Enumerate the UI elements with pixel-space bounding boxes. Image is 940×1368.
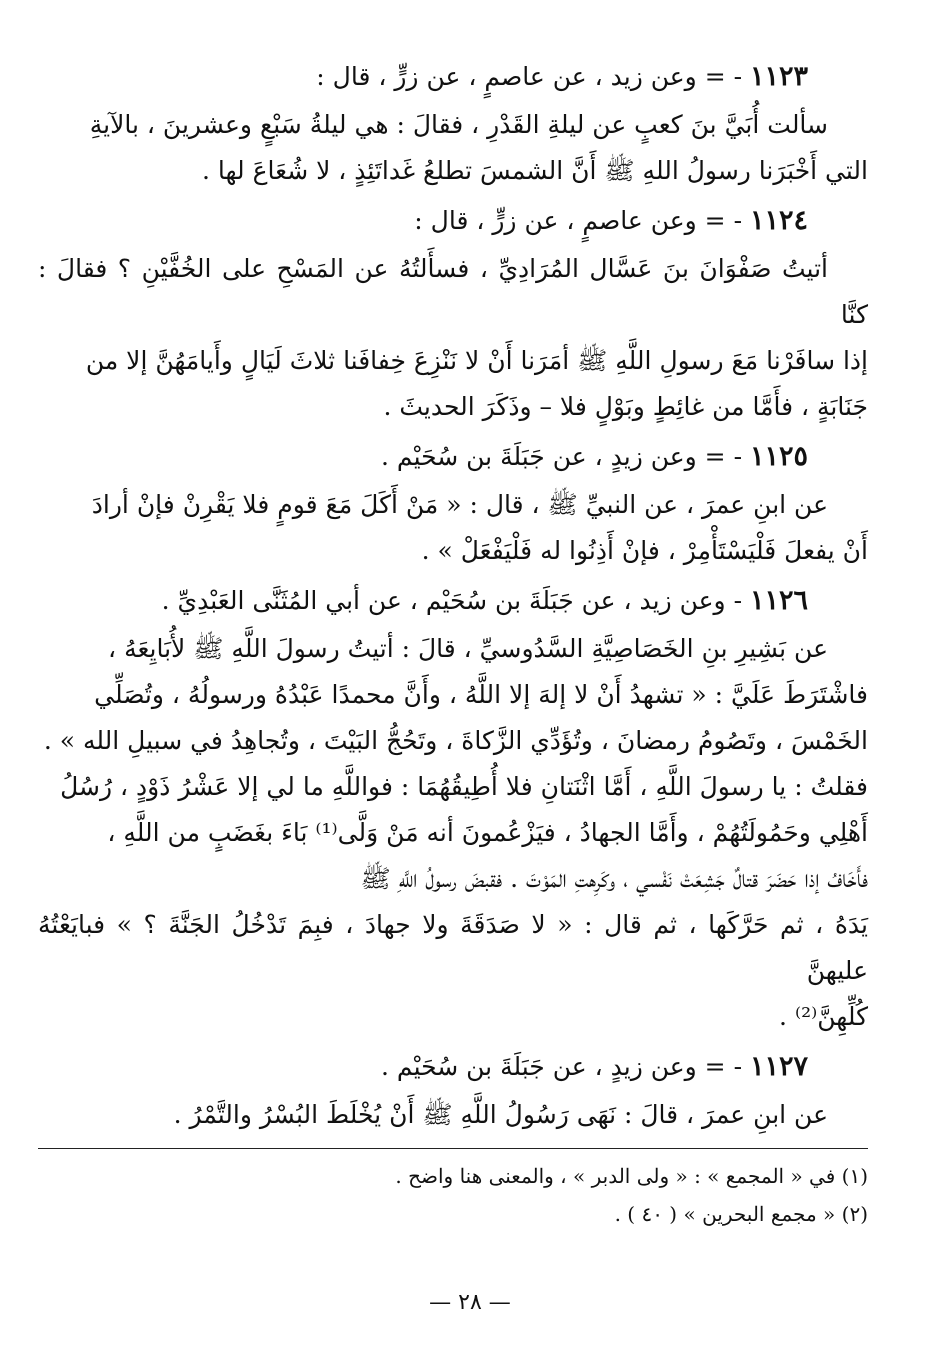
hadith-number: ١١٢٧ — [749, 1051, 808, 1082]
text-line: فأَخَافُ إذا حَضَرَ قتالٌ جَشِعَتْ نَفْسي ، وكَرِهتِ المَوْتَ . فقبضَ رسولُ اللَّهِ ﷺ — [360, 864, 868, 893]
hadith-heading — [38, 198, 868, 244]
text-line: أتيتُ صَفْوَانَ بنَ عَسَّال المُرَادِيِّ ، فسأَلتُهُ عن المَسْحِ على الخُفَّيْنِ ؟ فقالَ : كنَّا — [38, 254, 868, 329]
text-line: التي أَخْبَرَنا رسولُ اللهِ ﷺ أَنَّ الشمسَ تطلعُ غَداتَئِذٍ ، لا شُعَاعَ لها . — [202, 156, 868, 185]
text-line: فقلتُ : يا رسولَ اللَّهِ ، أَمَّا اثْنَتانِ فلا أُطِيقُهُمَا : فواللَّهِ ما لي إلا عَشْرُ ذَوْدٍ ، رُسُلُ — [60, 772, 868, 801]
hadith-1124 — [38, 198, 868, 430]
hadith-isnad: - = وعن زيدٍ ، عن جَبَلَةَ بن سُحَيْم . — [381, 1052, 743, 1081]
text-line: أَنْ يفعلَ فَلْيَسْتَأْمِرْ ، فإنْ أَذِنُوا له فَلْيَفْعَلْ » . — [421, 536, 868, 565]
hadith-text — [38, 626, 868, 1040]
hadith-heading — [38, 434, 868, 480]
footnote-1: (١) في « المجمع » : « ولى الدبر » ، والمعنى هنا واضح . — [395, 1164, 868, 1188]
hadith-1125 — [38, 434, 868, 574]
hadith-number: ١١٢٣ — [749, 61, 808, 92]
hadith-number: ١١٢٦ — [749, 585, 808, 616]
footnote-2: (٢) « مجمع البحرين » ( ٤٠ ) . — [614, 1202, 868, 1226]
text-line: سألت أُبَيَّ بنَ كعبٍ عن ليلةِ القَدْرِ ، فقالَ : هي ليلةُ سَبْعٍ وعشرينَ ، بالآيةِ — [89, 110, 828, 139]
hadith-1126 — [38, 578, 868, 1040]
hadith-isnad: - = وعن زيد ، عن عاصمٍ ، عن زرٍّ ، قال : — [316, 62, 743, 91]
text-line: عن ابنِ عمرَ ، قالَ : نَهَى رَسُولُ اللَّهِ ﷺ أَنْ يُخْلَطَ البُسْرُ والتَّمْرُ . — [173, 1100, 828, 1129]
hadith-text — [38, 1092, 868, 1138]
text-line: عن ابنِ عمرَ ، عن النبيِّ ﷺ ، قال : « مَنْ أَكَلَ مَعَ قومٍ فلا يَقْرِنْ فإنْ أرادَ — [91, 490, 828, 519]
page-number: — ٢٨ — — [429, 1290, 511, 1315]
text-line: إذا سافَرْنا مَعَ رسولِ اللَّهِ ﷺ أمَرَنا أَنْ لا نَنْزِعَ خِفافَنا ثلاثَ لَيَالٍ وأَيامَهُنَّ إلا من — [85, 346, 868, 375]
hadith-text — [38, 482, 868, 574]
hadith-isnad: - وعن زيد ، عن جَبَلَةَ بن سُحَيْم ، عن أبي المُثَنَّى العَبْدِيِّ . — [161, 586, 743, 615]
hadith-number: ١١٢٤ — [749, 205, 808, 236]
text-line: يَدَهُ ، ثم حَرَّكَها ، ثم قال : « لا صَدَقَةَ ولا جهادَ ، فبِمَ تَدْخُلُ الجَنَّةَ ؟ » فبايَعْتُهُ عليهنَّ — [38, 910, 868, 985]
text-line: كُلِّهِنَّ⁽²⁾ . — [779, 1002, 868, 1031]
hadith-isnad: - = وعن زيدٍ ، عن جَبَلَةَ بن سُحَيْم . — [381, 442, 743, 471]
hadith-isnad: - = وعن عاصمٍ ، عن زرٍّ ، قال : — [414, 206, 743, 235]
hadith-heading — [38, 578, 868, 624]
text-line: الخَمْسَ ، وتَصُومُ رمضانَ ، وتُؤَدِّي الزَّكاةَ ، وتَحُجُّ البَيْتَ ، وتُجاهِدُ في سبيلِ الله » . — [43, 726, 868, 755]
hadith-text — [38, 246, 868, 430]
hadith-1123 — [38, 54, 868, 194]
text-line: أَهْلِي وحَمُولَتُهُمْ ، وأَمَّا الجهادُ ، فيَزْعُمونَ أنه مَنْ وَلَّى⁽¹⁾ بَاءَ بغَضَبٍ من اللَّهِ ، — [107, 818, 868, 847]
hadith-heading — [38, 1044, 868, 1090]
hadith-1127 — [38, 1044, 868, 1138]
hadith-text — [38, 102, 868, 194]
text-line: جَنَابَةٍ ، فأَمَّا من غائِطٍ وبَوْلٍ فلا – وذَكَرَ الحديثَ . — [383, 392, 868, 421]
hadith-number: ١١٢٥ — [749, 441, 808, 472]
footnote-divider — [38, 1148, 868, 1149]
text-line: فاشْتَرَطَ عَلَيَّ : « تشهدُ أَنْ لا إلهَ إلا اللَّهُ ، وأَنَّ محمدًا عَبْدُهُ ورسولُهُ ، وتُصَلِّي — [94, 680, 868, 709]
hadith-heading — [38, 54, 868, 100]
page-body — [38, 50, 868, 1233]
text-line: عن بَشِيرِ بنِ الخَصَاصِيَّةِ السَّدُوسيِّ ، قالَ : أتيتُ رسولَ اللَّهِ ﷺ لأُبَايِعَهُ ، — [108, 634, 828, 663]
